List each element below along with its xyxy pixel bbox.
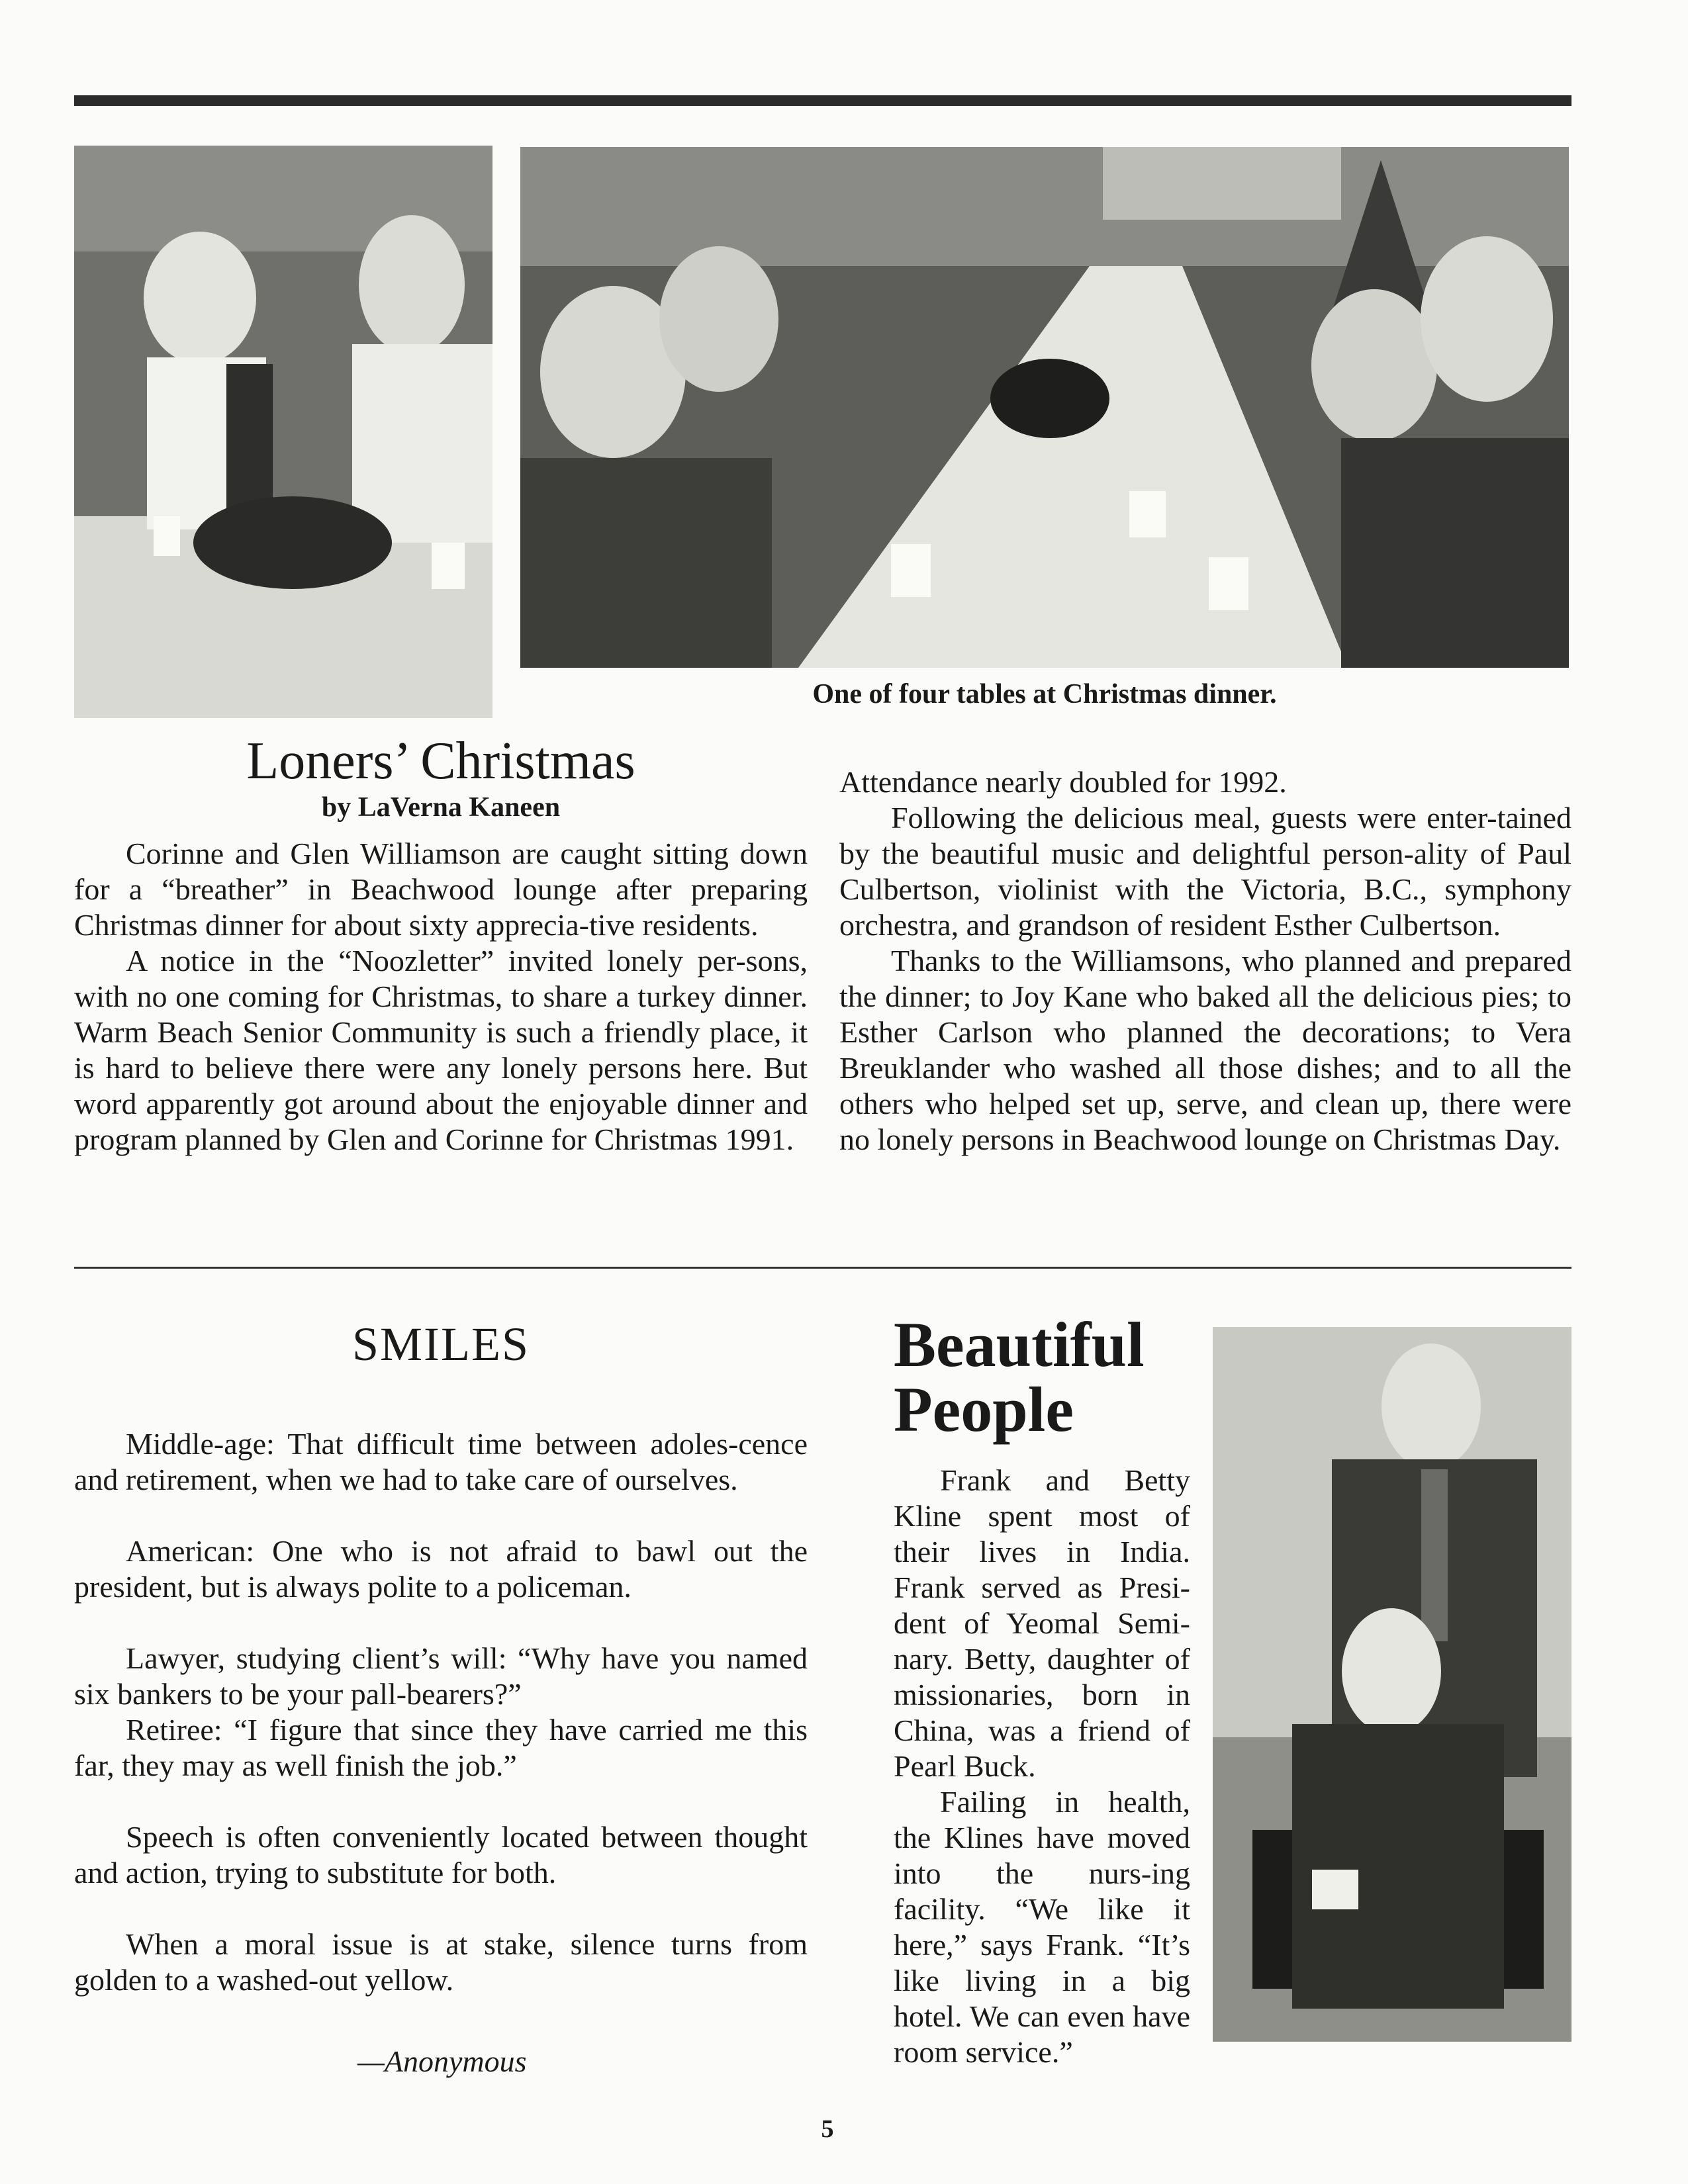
smiles-item-retiree: Retiree: “I figure that since they have carried me this far, they may as well finish the job.” — [74, 1713, 808, 1782]
smiles-item-middle-age: Middle-age: That difficult time between adoles-cence and retirement, when we had to take care of ourselves. — [74, 1427, 808, 1496]
loners-paragraph-2: A notice in the “Noozletter” invited lonely per-sons, with no one coming for Christmas, to share a turkey dinner. Warm Beach Senior Community is such a friendly place, it is hard to believe there were any lonely persons here. But word apparently got around about the enjoyable dinner and program planned by Glen and Corinne for Christmas 1991. — [74, 944, 808, 1156]
photo-corinne-glen — [74, 146, 492, 718]
top-rule — [74, 95, 1571, 106]
photo-frank-betty-kline — [1213, 1327, 1571, 2042]
photo-christmas-dinner-table — [520, 147, 1569, 668]
smiles-title: SMILES — [352, 1318, 530, 1371]
smiles-attribution: —Anonymous — [357, 2044, 527, 2078]
smiles-item-american: American: One who is not afraid to bawl out the president, but is always polite to a policeman. — [74, 1534, 808, 1604]
section-divider — [74, 1267, 1571, 1269]
loners-paragraph-3: Attendance nearly doubled for 1992. — [839, 765, 1287, 799]
article-title-loners-christmas: Loners’ Christmas — [246, 732, 635, 790]
photo-caption: One of four tables at Christmas dinner. — [812, 679, 1277, 709]
article-byline: by LaVerna Kaneen — [321, 792, 561, 823]
loners-paragraph-1: Corinne and Glen Williamson are caught sitting down for a “breather” in Beachwood lounge after preparing Christmas dinner for about sixty apprecia-tive residents. — [74, 837, 808, 942]
beautiful-people-paragraph-1: Frank and Betty Kline spent most of their lives in India. Frank served as Presi-dent of Yeomal Semi-nary. Betty, daughter of missionaries, born in China, was a friend of Pearl Buck. — [894, 1463, 1190, 1783]
smiles-item-speech: Speech is often conveniently located between thought and action, trying to substitute for both. — [74, 1820, 808, 1889]
loners-right-column — [839, 764, 1571, 1158]
beautiful-people-title-line2: People — [894, 1374, 1074, 1445]
smiles-column — [74, 1426, 808, 1998]
loners-paragraph-4: Following the delicious meal, guests were enter-tained by the beautiful music and delightful person-ality of Paul Culbertson, violinist with the Victoria, B.C., symphony orchestra, and grandson of resident Esther Culbertson. — [839, 801, 1571, 942]
loners-paragraph-5: Thanks to the Williamsons, who planned and prepared the dinner; to Joy Kane who baked all the delicious pies; to Esther Carlson who planned the decorations; to Vera Breuklander who washed all those dishes; and to all the others who helped set up, serve, and clean up, there were no lonely persons in Beachwood lounge on Christmas Day. — [839, 944, 1571, 1156]
page-number: 5 — [821, 2115, 834, 2143]
smiles-item-moral-issue: When a moral issue is at stake, silence turns from golden to a washed-out yellow. — [74, 1927, 808, 1997]
beautiful-people-paragraph-2: Failing in health, the Klines have moved into the nurs-ing facility. “We like it here,” says Frank. “It’s like living in a big hotel. We can even have room service.” — [894, 1785, 1190, 2069]
beautiful-people-title — [894, 1309, 1211, 1445]
beautiful-people-column — [894, 1463, 1190, 2070]
smiles-item-lawyer: Lawyer, studying client’s will: “Why have you named six bankers to be your pall-bearers?” — [74, 1641, 808, 1711]
beautiful-people-title-line1: Beautiful — [894, 1309, 1145, 1380]
loners-left-column — [74, 836, 808, 1158]
